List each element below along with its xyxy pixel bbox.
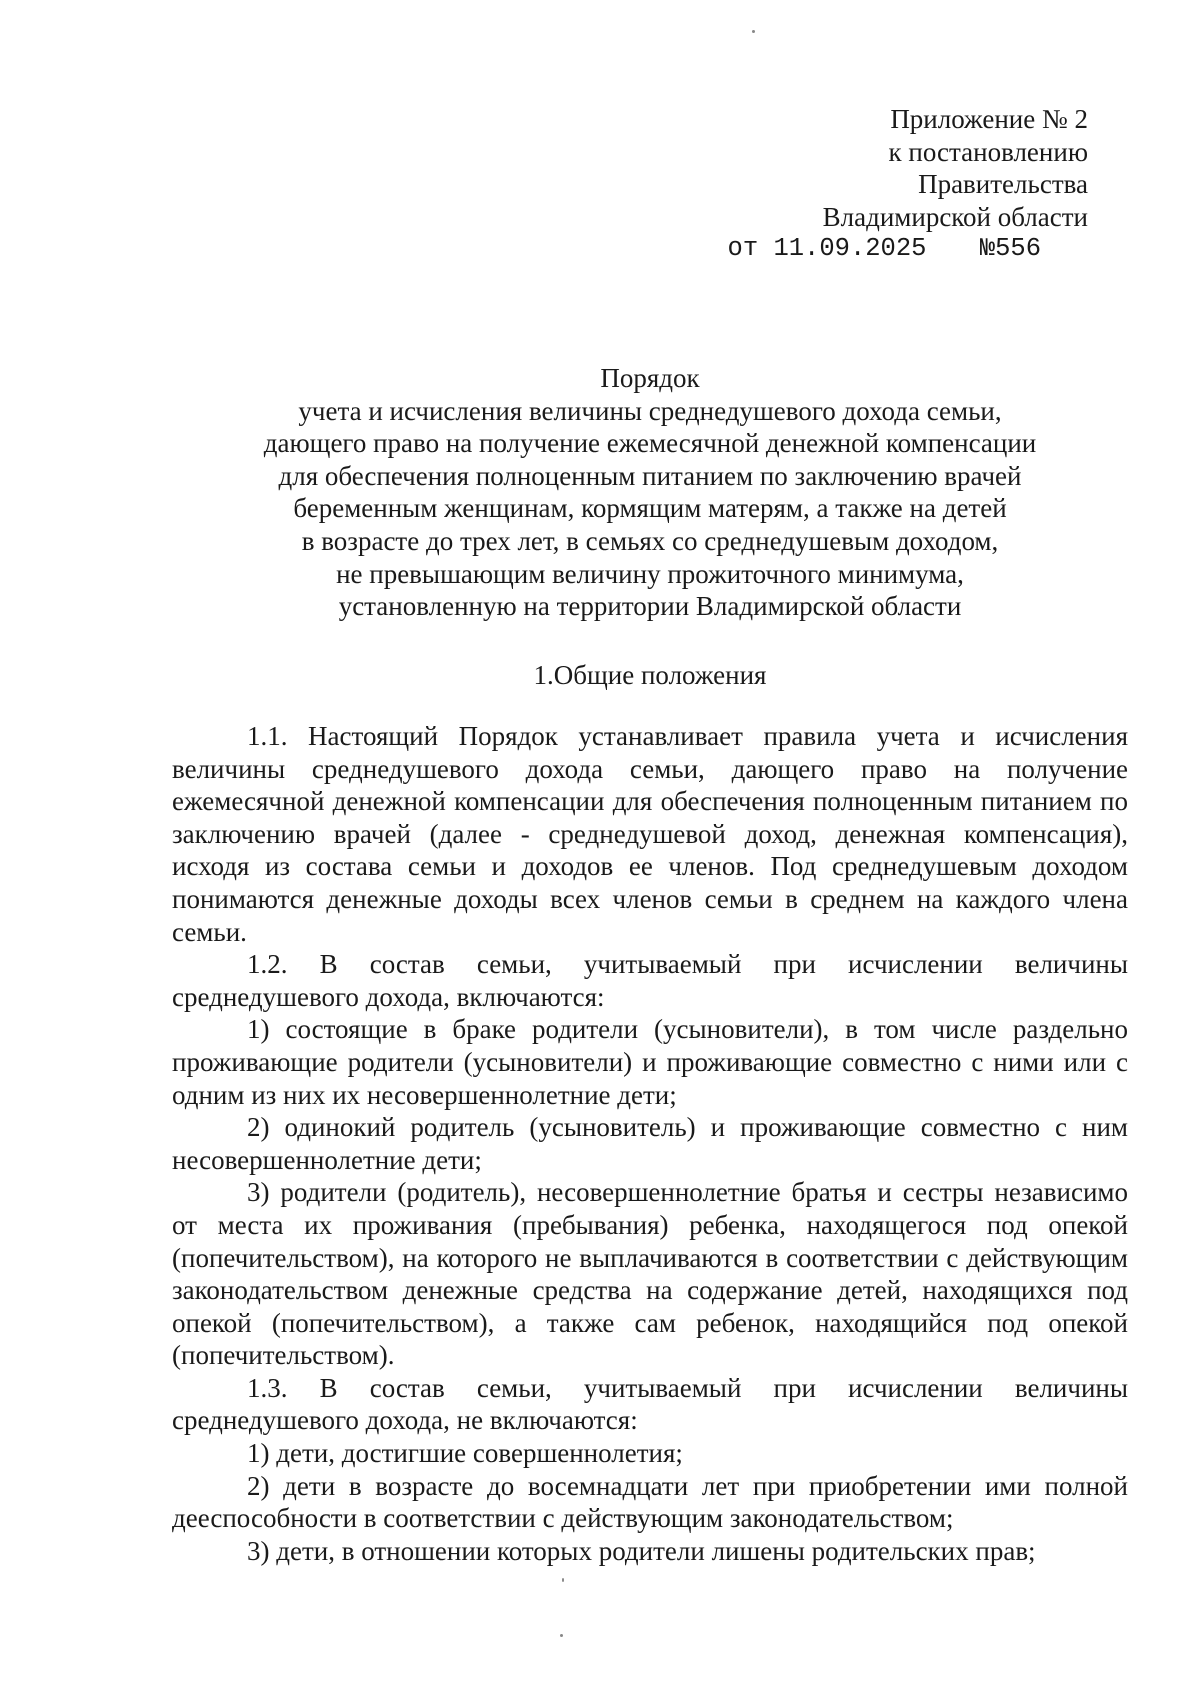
title-line: дающего право на получение ежемесячной денежной компенсации xyxy=(263,428,1037,459)
document-body xyxy=(172,720,1128,1567)
title-line: в возрасте до трех лет, в семьях со среднедушевым доходом, xyxy=(301,525,999,556)
appendix-government: Правительства xyxy=(918,169,1088,199)
list-item: 1) состоящие в браке родители (усыновители), в том числе раздельно проживающие родители (усыновители) и проживающие совместно с ними или с одним из них их несовершеннолетние дети; xyxy=(172,1014,1128,1110)
list-item: 3) дети, в отношении которых родители лишены родительских прав; xyxy=(247,1535,1036,1566)
scan-speck xyxy=(560,1634,563,1637)
resolution-date: 11.09.2025 xyxy=(773,234,927,263)
appendix-region: Владимирской области xyxy=(822,201,1088,232)
list-item: 3) родители (родитель), несовершеннолетние братья и сестры независимо от места их проживания (пребывания) ребенка, находящегося под опекой (попечительством), на которого не выплачиваются в соответствии с действующим законодательством денежные средства на содержание детей, находящихся под опекой (попечительством), а также сам ребенок, находящийся под опекой (попечительством). xyxy=(172,1177,1128,1371)
title-line: беременным женщинам, кормящим матерям, а также на детей xyxy=(293,493,1007,524)
appendix-title: Приложение № 2 xyxy=(890,104,1088,134)
appendix-resolution: к постановлению xyxy=(888,136,1088,167)
section-heading: 1.Общие положения xyxy=(533,660,767,690)
appendix-date-line xyxy=(728,233,1088,266)
document-title xyxy=(160,362,1140,623)
title-line: установленную на территории Владимирской области xyxy=(338,591,962,622)
appendix-header xyxy=(728,103,1088,266)
list-item: 2) дети в возрасте до восемнадцати лет при приобретении ими полной дееспособности в соответствии с действующим законодательством; xyxy=(172,1470,1128,1534)
paragraph-1-1: 1.1. Настоящий Порядок устанавливает правила учета и исчисления величины среднедушевого дохода семьи, дающего право на получение ежемесячной денежной компенсации для обеспечения полноценным питанием по заключению врачей (далее - среднедушевой доход, денежная компенсация), исходя из состава семьи и доходов ее членов. Под среднедушевым доходом понимаются денежные доходы всех членов семьи в среднем на каждого члена семьи. xyxy=(172,721,1128,947)
paragraph-1-3: 1.3. В состав семьи, учитываемый при исчислении величины среднедушевого дохода, не включаются: xyxy=(172,1372,1128,1436)
resolution-number: №556 xyxy=(979,234,1041,263)
title-line: не превышающим величину прожиточного минимума, xyxy=(336,558,964,589)
scan-speck xyxy=(752,30,755,33)
title-heading: Порядок xyxy=(600,363,700,393)
title-line: для обеспечения полноценным питанием по заключению врачей xyxy=(278,460,1022,491)
list-item: 2) одинокий родитель (усыновитель) и проживающие совместно с ним несовершеннолетние дети; xyxy=(172,1112,1128,1175)
scan-speck xyxy=(562,1578,564,1582)
date-prefix: от xyxy=(727,234,759,263)
title-line: учета и исчисления величины среднедушевого дохода семьи, xyxy=(298,395,1002,426)
list-item: 1) дети, достигшие совершеннолетия; xyxy=(247,1438,683,1469)
paragraph-1-2: 1.2. В состав семьи, учитываемый при исчислении величины среднедушевого дохода, включаются: xyxy=(172,949,1128,1012)
